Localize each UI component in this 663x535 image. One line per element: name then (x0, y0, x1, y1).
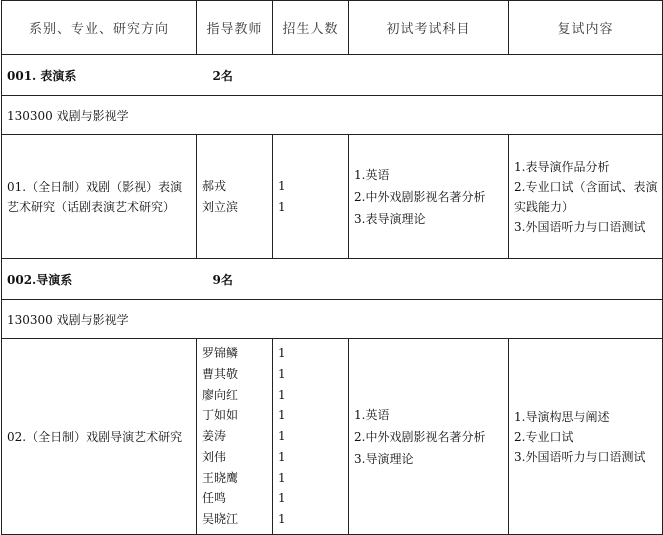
quota-value: 1 (278, 366, 286, 381)
teacher-name: 任鸣 (202, 491, 227, 506)
quota-value: 1 (278, 429, 286, 444)
teacher-name: 罗锦鳞 (202, 345, 239, 360)
header-quota: 招生人数 (273, 1, 349, 55)
quota-value: 1 (278, 470, 286, 485)
direction-row (2, 339, 663, 535)
quota-value: 1 (278, 408, 286, 423)
quota-value: 1 (278, 387, 286, 402)
quota-list (273, 135, 349, 259)
exam-subject: 1.英语 (354, 167, 390, 182)
quota-value: 1 (278, 491, 286, 506)
retest-item: 1.导演构思与阐述 (514, 409, 610, 424)
quota-list (273, 339, 349, 535)
retest-item: 3.外国语听力与口语测试 (514, 449, 646, 464)
retest-list (509, 339, 663, 535)
department-row (2, 55, 663, 96)
teacher-list (197, 135, 273, 259)
retest-list (509, 135, 663, 259)
major-row (2, 96, 663, 135)
exam-subject: 3.表导演理论 (354, 211, 426, 226)
exam-subject: 3.导演理论 (354, 451, 414, 466)
header-retest: 复试内容 (509, 1, 663, 55)
department-code: 001. 表演系 (2, 55, 197, 96)
retest-item: 2.专业口试（含面试、表演实践能力） (514, 179, 658, 214)
department-count: 2名 (197, 55, 663, 96)
quota-value: 1 (278, 178, 286, 193)
teacher-name: 郝戎 (202, 178, 227, 193)
exam-subject: 1.英语 (354, 407, 390, 422)
teacher-name: 王晓鹰 (202, 470, 239, 485)
retest-item: 1.表导演作品分析 (514, 159, 610, 174)
first-exam-list (349, 339, 509, 535)
research-direction: 01.（全日制）戏剧（影视）表演艺术研究（话剧表演艺术研究） (2, 135, 197, 259)
department-count: 9名 (197, 259, 663, 300)
first-exam-list (349, 135, 509, 259)
teacher-name: 曹其敬 (202, 366, 239, 381)
teacher-list (197, 339, 273, 535)
header-first-exam: 初试考试科目 (349, 1, 509, 55)
major-name: 130300 戏剧与影视学 (2, 300, 663, 339)
header-row (2, 1, 663, 55)
exam-subject: 2.中外戏剧影视名著分析 (354, 429, 486, 444)
direction-row (2, 135, 663, 259)
teacher-name: 廖向红 (202, 387, 239, 402)
research-direction: 02.（全日制）戏剧导演艺术研究 (2, 339, 197, 535)
quota-value: 1 (278, 199, 286, 214)
quota-value: 1 (278, 449, 286, 464)
department-row (2, 259, 663, 300)
retest-item: 2.专业口试 (514, 429, 574, 444)
major-name: 130300 戏剧与影视学 (2, 96, 663, 135)
header-teacher: 指导教师 (197, 1, 273, 55)
teacher-name: 吴晓江 (202, 512, 239, 527)
quota-value: 1 (278, 512, 286, 527)
major-row (2, 300, 663, 339)
admissions-table (1, 0, 663, 535)
exam-subject: 2.中外戏剧影视名著分析 (354, 189, 486, 204)
header-dept: 系别、专业、研究方向 (2, 1, 197, 55)
teacher-name: 刘立滨 (202, 199, 239, 214)
teacher-name: 丁如如 (202, 408, 239, 423)
retest-item: 3.外国语听力与口语测试 (514, 219, 646, 234)
quota-value: 1 (278, 345, 286, 360)
teacher-name: 刘伟 (202, 449, 227, 464)
department-code: 002.导演系 (2, 259, 197, 300)
teacher-name: 姜涛 (202, 429, 227, 444)
